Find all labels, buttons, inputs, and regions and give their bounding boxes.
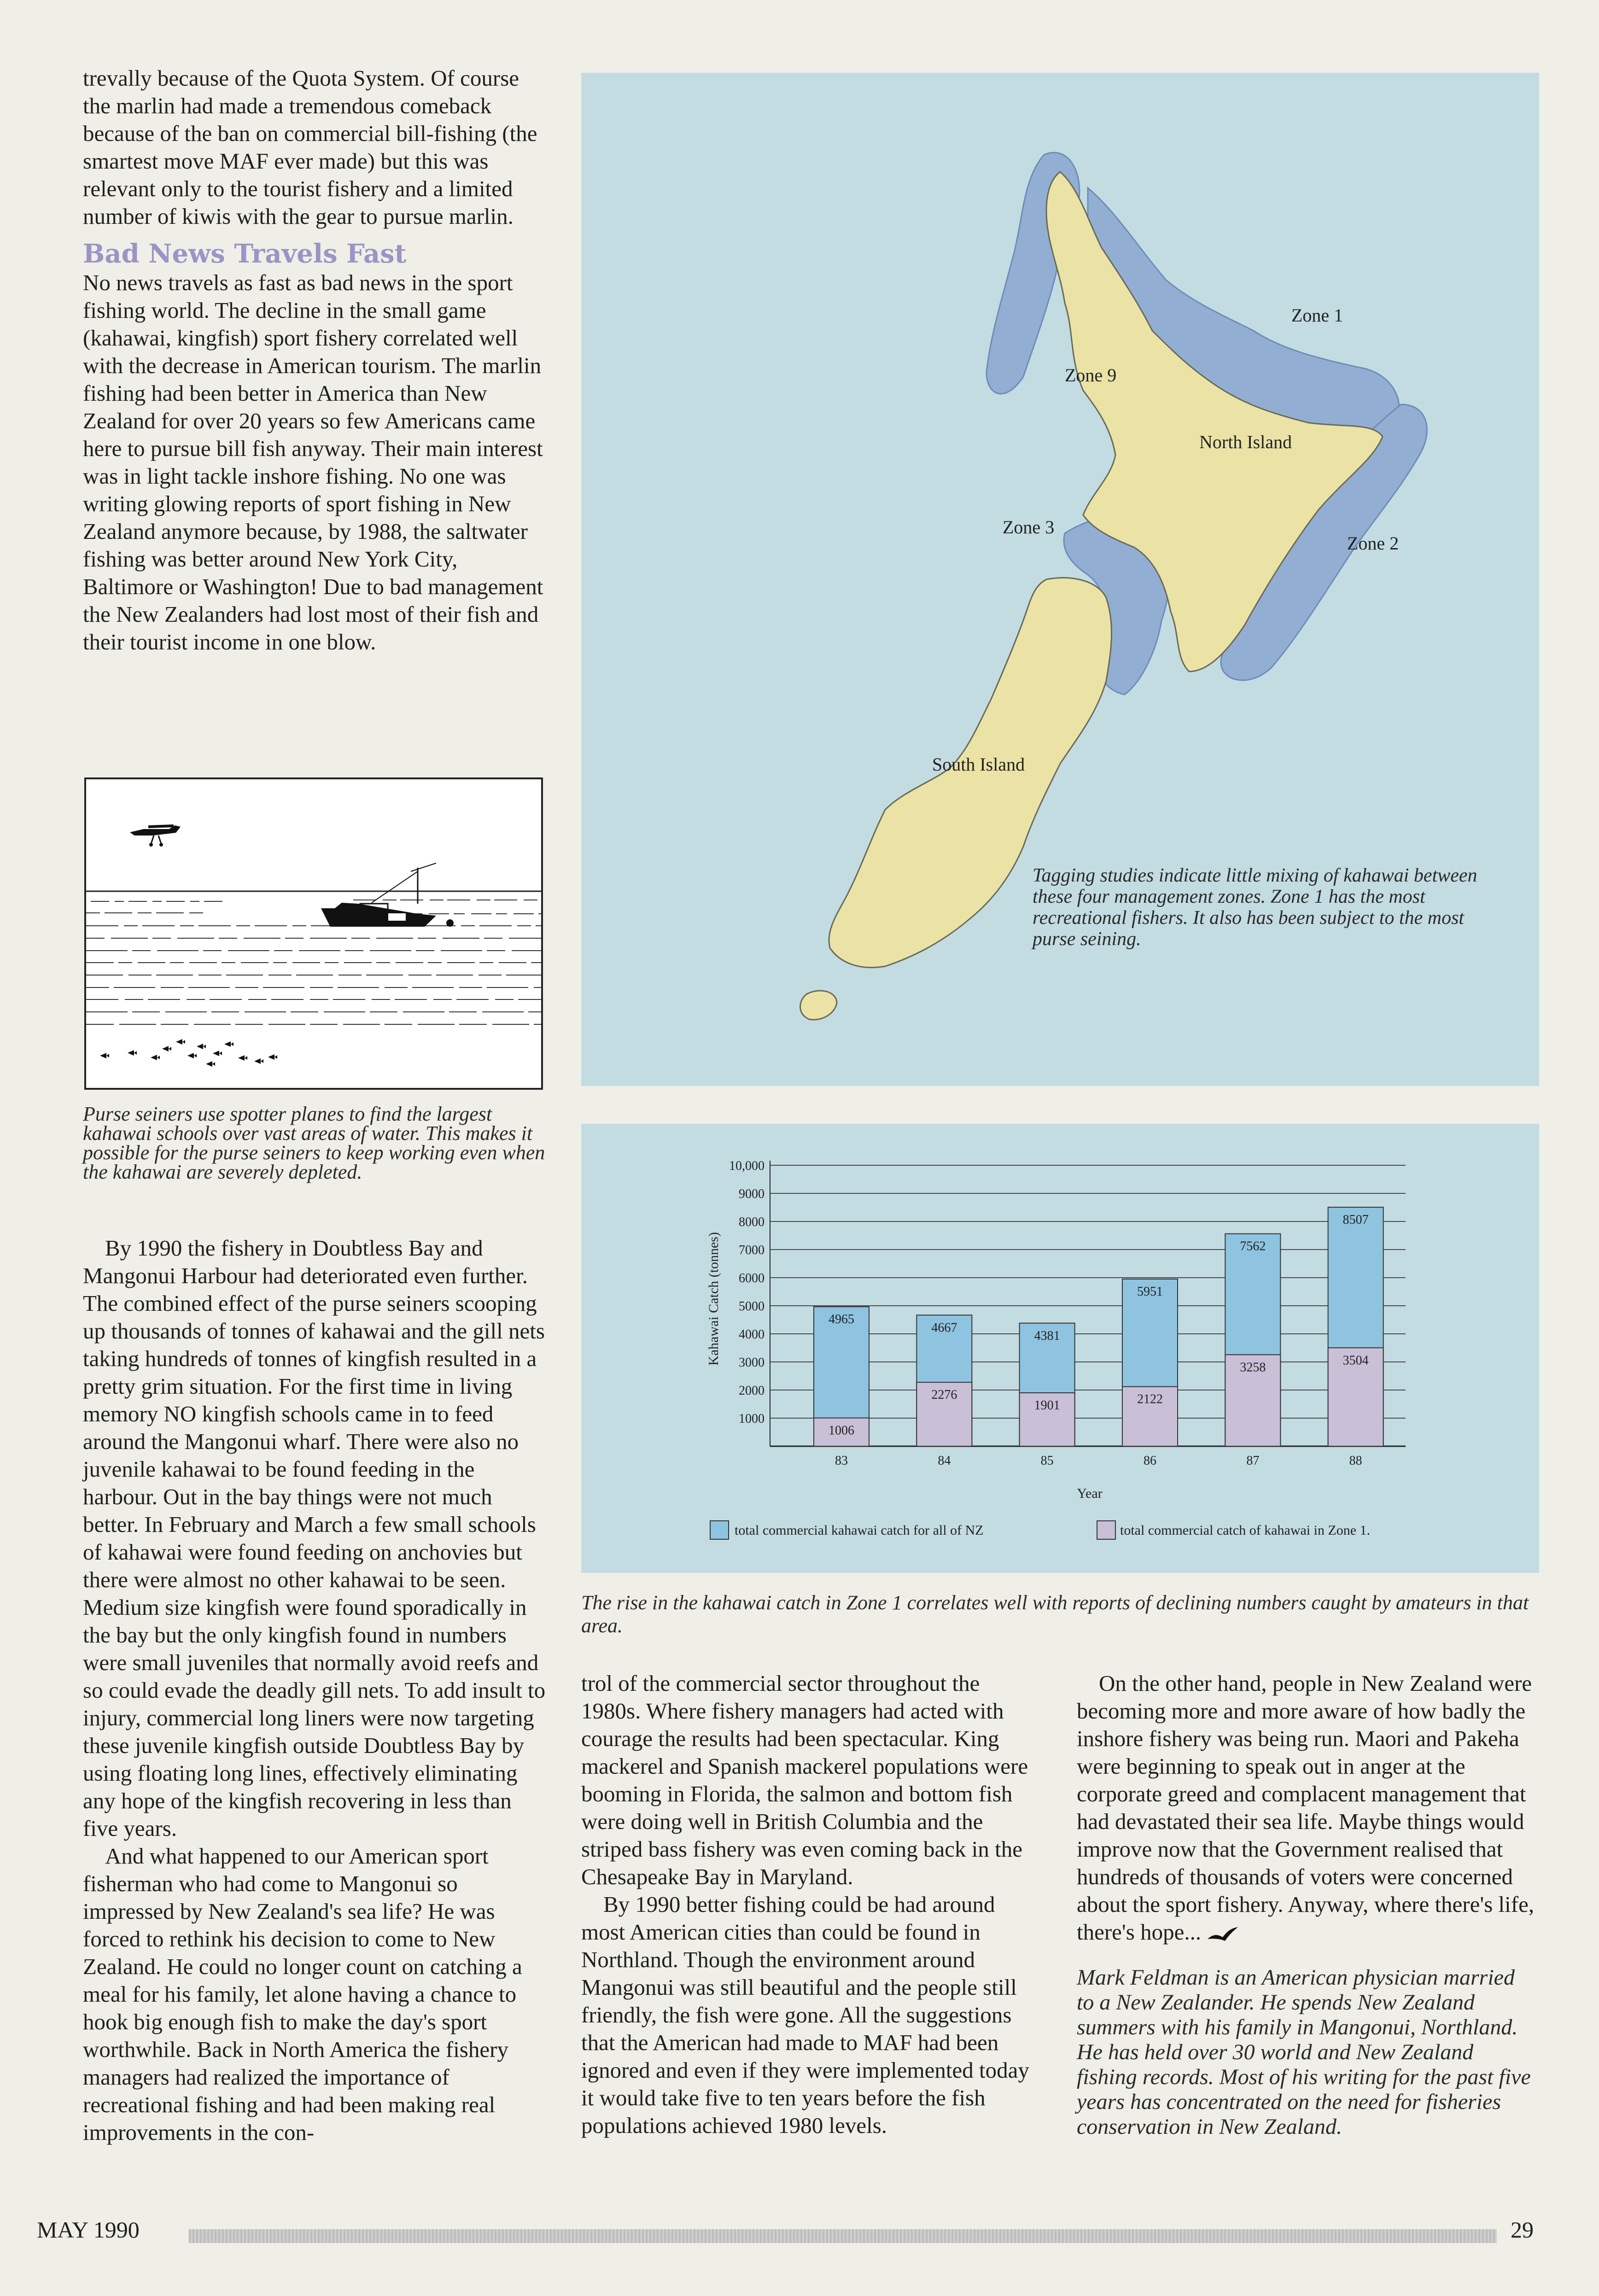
chart-y-axis-label: Kahawai Catch (tonnes) [706,1232,721,1366]
map-label-south-island: South Island [932,754,1025,775]
column3-paragraph-1-text: On the other hand, people in New Zealand were becoming more and more aware of how badly the inshore fishery was being run. Maori and Pakeha were beginning to speak out in anger at the corporate greed and complacent management that had devastated their sea life. Maybe things would improve now that the Government realised that hundreds of thousands of voters were concerned about the sport fishery. Anyway, where there's life, there's hope... [1077,1671,1535,1945]
chart-x-tick-label: 85 [1040,1454,1054,1468]
chart-x-tick-label: 83 [835,1454,848,1468]
column2-paragraph-1: trol of the commercial sector throughout the 1980s. Where fishery managers had acted with courage the results had been spectacular. King mackerel and Spanish mackerel populations were booming in Florida, the salmon and bottom fish were doing well in British Columbia and the striped bass fishery was even coming back in the Chesapeake Bay in Maryland. [581,1671,1028,1889]
chart-y-tick-label: 5000 [739,1299,764,1314]
seagull-icon [1207,1925,1239,1944]
purse-seiner-illustration [84,777,543,1090]
map-label-zone-2: Zone 2 [1347,533,1399,554]
column-2 [581,1670,1042,2139]
chart-value-label-total: 7562 [1240,1239,1266,1254]
chart-value-label-zone1: 3258 [1240,1360,1266,1375]
column-3 [1077,1670,1537,2139]
illustration-caption: Purse seiners use spotter planes to find the largest kahawai schools over vast areas of water. This makes it possible for the purse seiners to keep working even when the kahawai are severely depleted. [83,1103,545,1183]
chart-value-label-total: 5951 [1137,1284,1163,1299]
chart-y-tick-label: 10,000 [729,1159,764,1173]
chart-value-label-zone1: 1006 [829,1423,854,1438]
footer-divider [189,2229,1497,2243]
chart-value-label-total: 4965 [829,1312,854,1327]
chart-y-tick-label: 7000 [739,1243,764,1257]
chart-value-label-total: 4381 [1034,1328,1060,1343]
purse-seiner-drawing [86,779,541,1088]
column1-intro: trevally because of the Quota System. Of course the marlin had made a tremendous comeback because of the ban on commercial bill-fishing (the smartest move MAF ever made) but this was relevant only to the tourist fishery and a limited number of kiwis with the gear to pursue marlin. [83,65,537,229]
column2-paragraph-2: By 1990 better fishing could be had around most American cities than could be found in Northland. Though the environment around Mangonui was still beautiful and the people still friendly, the fish were gone. All the suggestions that the American had made to MAF had been ignored and even if they were implemented today it would take five to ten years before the fish populations achieved 1980 levels. [581,1892,1029,2138]
chart-value-label-zone1: 2122 [1137,1392,1163,1407]
chart-value-label-total: 8507 [1342,1213,1369,1227]
column3-paragraph-1 [1077,1670,1537,1946]
map-label-zone-1: Zone 1 [1291,305,1343,326]
chart-y-tick-label: 9000 [739,1187,764,1201]
column1-paragraph-3: And what happened to our American sport fisherman who had come to Mangonui so impressed by New Zealand's sea life? He was forced to rethink his decision to come to New Zealand. He could no longer count on catching a meal for his family, let alone having a chance to hook big enough fish to make the day's sport worthwhile. Back in North America the fishery managers had realized the importance of recreational fishing and had been making real improvements in the con- [83,1843,522,2145]
chart-x-tick-label: 84 [938,1454,951,1468]
chart-y-tick-label: 8000 [739,1215,764,1229]
chart-caption: The rise in the kahawai catch in Zone 1 correlates well with reports of declining numbers caught by amateurs in that area. [581,1591,1529,1637]
chart-value-label-zone1: 2276 [931,1388,957,1402]
kahawai-catch-chart-panel [581,1124,1539,1573]
zone-map-panel [581,73,1539,1086]
chart-value-label-total: 4667 [931,1320,957,1335]
chart-y-tick-label: 1000 [739,1412,764,1426]
map-label-zone-3: Zone 3 [1003,517,1055,537]
chart-x-axis-label: Year [1077,1486,1103,1501]
map-label-zone-9: Zone 9 [1065,365,1117,386]
map-label-north-island: North Island [1199,432,1292,452]
footer-date: MAY 1990 [37,2217,140,2243]
chart-y-tick-label: 6000 [739,1271,764,1285]
chart-y-tick-label: 2000 [739,1384,764,1398]
section-heading: Bad News Travels Fast [83,239,407,269]
spotter-plane-icon [130,824,181,847]
legend-label-series-1: total commercial kahawai catch for all of NZ [735,1523,984,1538]
column1-paragraph-2: By 1990 the fishery in Doubtless Bay and Mangonui Harbour had deteriorated even further. The combined effect of the purse seiners scooping up thousands of tonnes of kahawai and the gill nets taking hundreds of tonnes of kingfish resulted in a pretty grim situation. For the first time in living memory NO kingfish schools came in to feed around the Mangonui wharf. There were also no juvenile kahawai to be found feeding in the harbour. Out in the bay things were not much better. In February and March a few small schools of kahawai were found feeding on anchovies but there were almost no other kahawai to be seen. Medium size kingfish were found sporadically in the bay but the only kingfish found in numbers were small juveniles that normally avoid reefs and so could evade the deadly gill nets. To add insult to injury, commercial long liners were now targeting these juvenile kingfish outside Doubtless Bay by using floating long lines, effectively eliminating any hope of the kingfish recovering in less than five years. [83,1235,546,1841]
stewart-island-shape [800,991,837,1020]
chart-value-label-zone1: 1901 [1034,1398,1060,1413]
legend-label-series-2: total commercial catch of kahawai in Zone 1. [1120,1523,1371,1538]
chart-value-label-zone1: 3504 [1342,1353,1369,1368]
chart-y-tick-label: 3000 [739,1355,764,1370]
map-caption: Tagging studies indicate little mixing of kahawai between these four management zones. Zone 1 has the most recreational fishers. It also has been subject to the most purse seining. [1033,865,1477,950]
chart-y-tick-label: 4000 [739,1327,764,1342]
column-1 [83,64,548,656]
legend-swatch-series-2 [1097,1521,1115,1539]
fish-school-icon [100,1039,277,1067]
author-bio: Mark Feldman is an American physician married to a New Zealander. He spends New Zealand summers with his family in Mangonui, Northland. He has held over 30 world and New Zealand fishing records. Most of his writing for the past five years has concentrated on the need for fisheries conservation in New Zealand. [1077,1965,1531,2139]
legend-swatch-series-1 [710,1521,729,1539]
column-1-continued [83,1234,548,2146]
kahawai-catch-bar-chart [581,1124,1539,1573]
chart-x-tick-label: 87 [1246,1454,1260,1468]
chart-x-tick-label: 86 [1144,1454,1156,1468]
page-number: 29 [1511,2217,1534,2243]
chart-x-tick-label: 88 [1349,1454,1362,1468]
column1-section-text: No news travels as fast as bad news in the sport fishing world. The decline in the small game (kahawai, kingfish) sport fishery correlated well with the decrease in American tourism. The marlin fishing had been better in America than New Zealand for over 20 years so few Americans came here to pursue bill fish anyway. Their main interest was in light tackle inshore fishing. No one was writing glowing reports of sport fishing in New Zealand anymore because, by 1988, the saltwater fishing was better around New York City, Baltimore or Washington! Due to bad management the New Zealanders had lost most of their fish and their tourist income in one blow. [83,270,543,654]
purse-seiner-boat-icon [321,863,454,927]
